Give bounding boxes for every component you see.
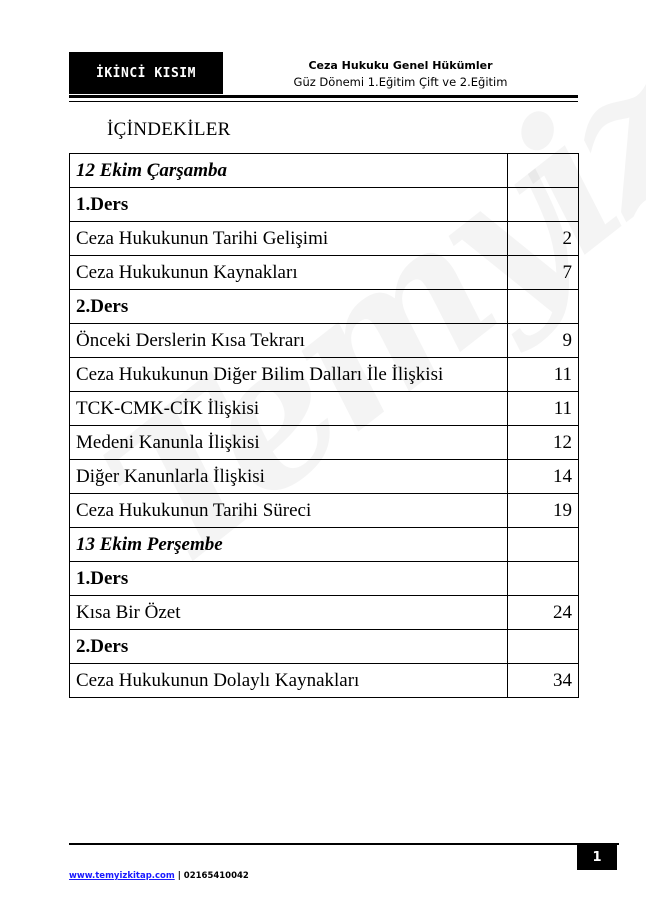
toc-entry-row [70,392,579,426]
page-number-box [577,845,617,870]
toc-row-title: 12 Ekim Çarşamba [70,154,508,188]
toc-row-title: Ceza Hukukunun Tarihi Gelişimi [70,222,508,256]
toc-date-row [70,528,579,562]
toc-row-title: Ceza Hukukunun Kaynakları [70,256,508,290]
toc-row-page: 19 [508,494,579,528]
toc-row-title: Medeni Kanunla İlişkisi [70,426,508,460]
toc-row-page: 14 [508,460,579,494]
toc-lesson-row [70,290,579,324]
toc-entry-row [70,358,579,392]
toc-body [70,154,579,698]
course-subtitle: Güz Dönemi 1.Eğitim Çift ve 2.Eğitim [293,75,508,89]
toc-row-page [508,630,579,664]
toc-row-page: 9 [508,324,579,358]
toc-row-page [508,290,579,324]
footer-contact [69,871,249,881]
website-link[interactable]: www.temyizkitap.com [69,871,175,881]
toc-date-row [70,154,579,188]
toc-row-page [508,528,579,562]
toc-row-title: Ceza Hukukunun Diğer Bilim Dalları İle İlişkisi [70,358,508,392]
toc-row-title: Önceki Derslerin Kısa Tekrarı [70,324,508,358]
toc-row-page: 11 [508,358,579,392]
toc-lesson-row [70,562,579,596]
header-divider-thin [69,101,578,102]
toc-row-title: 2.Ders [70,630,508,664]
toc-row-page [508,562,579,596]
toc-entry-row [70,222,579,256]
toc-row-title: Ceza Hukukunun Dolaylı Kaynakları [70,664,508,698]
toc-row-page [508,154,579,188]
phone-number: 02165410042 [183,871,249,881]
toc-row-page: 24 [508,596,579,630]
toc-entry-row [70,460,579,494]
toc-row-title: TCK-CMK-CİK İlişkisi [70,392,508,426]
section-label: İKİNCİ KISIM [96,65,196,81]
toc-row-title: 2.Ders [70,290,508,324]
page-number: 1 [592,850,602,865]
toc-row-title: Kısa Bir Özet [70,596,508,630]
toc-table [69,153,579,698]
toc-entry-row [70,426,579,460]
toc-row-title: Ceza Hukukunun Tarihi Süreci [70,494,508,528]
toc-row-title: 1.Ders [70,188,508,222]
course-title: Ceza Hukuku Genel Hükümler [308,59,493,72]
toc-row-title: 13 Ekim Perşembe [70,528,508,562]
toc-entry-row [70,664,579,698]
toc-entry-row [70,324,579,358]
toc-row-page: 11 [508,392,579,426]
toc-row-page: 12 [508,426,579,460]
toc-heading: İÇİNDEKİLER [107,119,231,140]
toc-row-page: 2 [508,222,579,256]
toc-row-page: 7 [508,256,579,290]
toc-entry-row [70,596,579,630]
section-label-box [69,52,223,94]
toc-row-page: 34 [508,664,579,698]
toc-row-page [508,188,579,222]
toc-lesson-row [70,188,579,222]
toc-entry-row [70,256,579,290]
toc-row-title: Diğer Kanunlarla İlişkisi [70,460,508,494]
footer-divider [69,843,619,845]
toc-row-title: 1.Ders [70,562,508,596]
toc-entry-row [70,494,579,528]
footer-separator: | [174,871,184,881]
header-divider-thick [69,95,578,98]
toc-lesson-row [70,630,579,664]
